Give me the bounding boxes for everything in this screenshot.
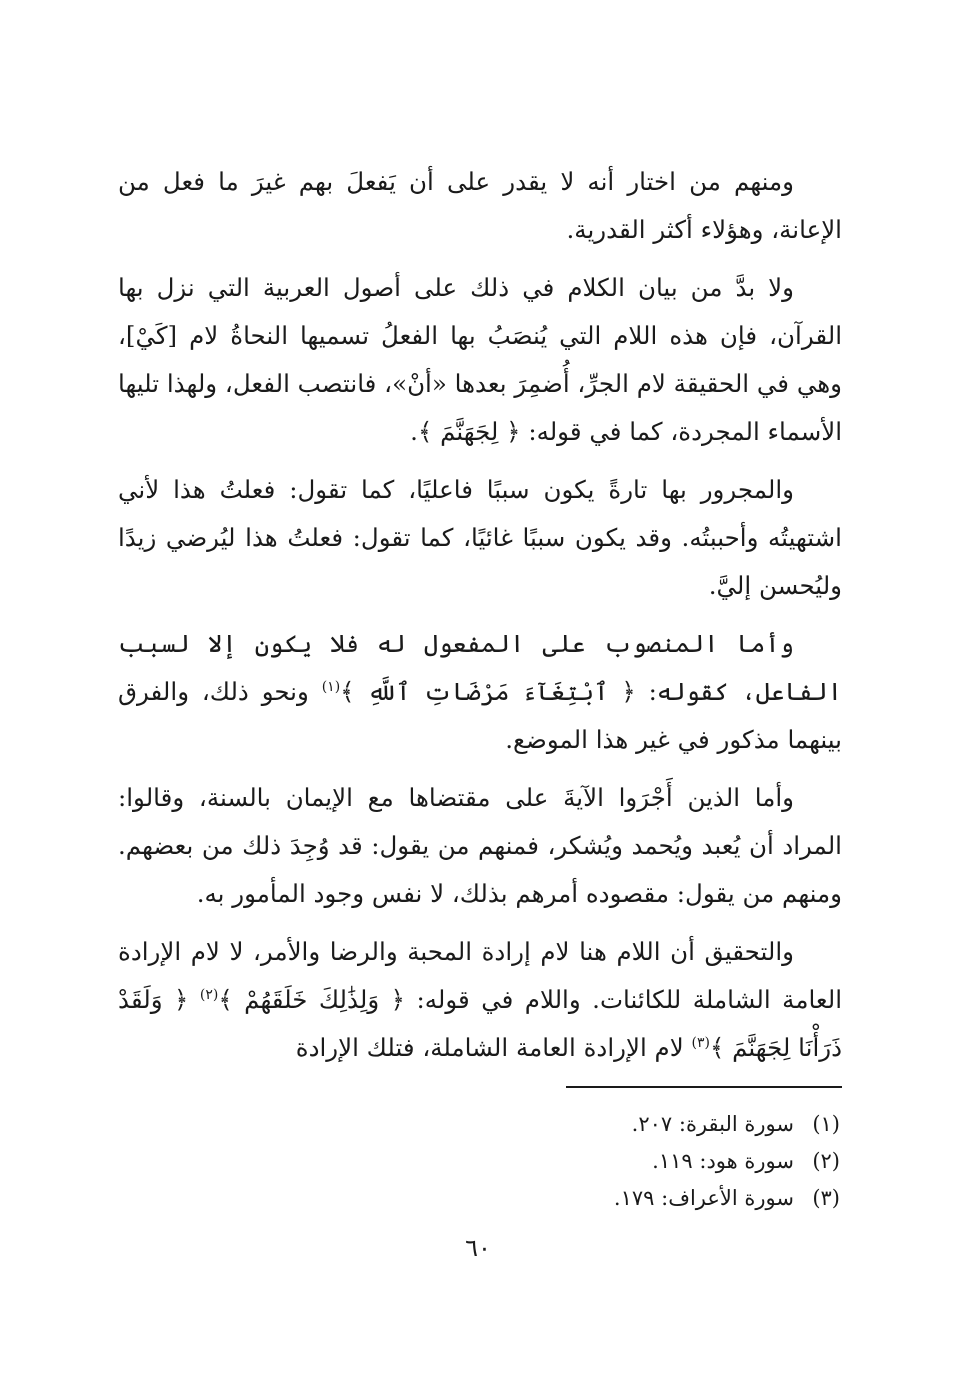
paragraph-text: والمجرور بها تارةً يكون سببًا فاعليًا، كما تقول: فعلتُ هذا لأني اشتهيتُه وأحببتُه. وقد يكون سببًا غائيًا، كما تقول: فعلتُ هذا ليُرضي زيدًا وليُحسن إليَّ. — [118, 475, 842, 600]
paragraph-5 — [118, 774, 842, 918]
footnote-2 — [300, 1143, 840, 1180]
paragraph-text: ولا بدَّ من بيان الكلام في ذلك على أصول العربية التي نزل بها القرآن، فإن هذه اللام التي يُنصَبُ بها الفعلُ تسميها النحاةُ لام [كَيْ]، وهي في الحقيقة لام الجرِّ، أُضمِرَ بعدها «أنْ»، فانتصب الفعل، ولهذا تليها الأسماء المجردة، كما في قوله: — [118, 273, 842, 446]
footnote-number: (٣) — [812, 1186, 840, 1210]
paragraph-3 — [118, 466, 842, 610]
quran-verse: ﴿ وَلَقَدْ ذَرَأْنَا لِجَهَنَّمَ ﴾ — [118, 985, 842, 1062]
paragraph-1 — [118, 158, 842, 254]
footnotes — [300, 1106, 840, 1217]
paragraph-text: ونحو ذلك، والفرق بينهما مذكور في غير هذا الموضع. — [118, 677, 842, 754]
footnote-number: (١) — [812, 1112, 840, 1136]
footnote-text: سورة البقرة: ٢٠٧. — [631, 1112, 794, 1136]
footnote-divider — [566, 1086, 842, 1088]
footnote-marker: (٢) — [199, 986, 219, 1003]
quran-verse: ﴿ ٱبْتِغَآءَ مَرْضَاتِ ٱللَّهِ ﴾ — [340, 677, 636, 706]
paragraph-text — [188, 985, 199, 1014]
footnote-number: (٢) — [812, 1149, 840, 1173]
paragraph-6 — [118, 928, 842, 1072]
footnote-marker: (١) — [321, 678, 341, 695]
main-text — [118, 158, 842, 1082]
paragraph-4 — [118, 620, 842, 764]
paragraph-text: وأما الذين أَجْرَوا الآيةَ على مقتضاها مع الإيمان بالسنة، وقالوا: المراد أن يُعبد ويُحمد ويُشكر، فمنهم من يقول: قد وُجِدَ ذلك من بعضهم. ومنهم من يقول: مقصوده أمرهم بذلك، لا نفس وجود المأمور به. — [118, 783, 842, 908]
footnote-text: سورة هود: ١١٩. — [652, 1149, 794, 1173]
footnote-text: سورة الأعراف: ١٧٩. — [613, 1186, 794, 1210]
footnote-3 — [300, 1180, 840, 1217]
paragraph-text: والتحقيق أن اللام هنا لام إرادة المحبة والرضا والأمر، لا لام الإرادة العامة الشاملة للكائنات. واللام في قوله: — [118, 937, 842, 1014]
paragraph-text: وأما المنصوب على المفعول له فلا يكون إلا لسبب الفاعل، كقوله: — [118, 629, 842, 706]
paragraph-text: . — [410, 417, 418, 446]
page-number: ٦٠ — [465, 1234, 491, 1262]
footnote-marker: (٣) — [691, 1034, 710, 1051]
quran-verse: ﴿ وَلِذَٰلِكَ خَلَقَهُمْ ﴾ — [218, 985, 406, 1014]
quran-verse: ﴿ لِجَهَنَّمَ ﴾ — [417, 417, 521, 446]
paragraph-2 — [118, 264, 842, 456]
paragraph-text: ومنهم من اختار أنه لا يقدر على أن يَفعلَ بهم غيرَ ما فعل من الإعانة، وهؤلاء أكثر القدرية. — [118, 167, 842, 244]
paragraph-text: لام الإرادة العامة الشاملة، فتلك الإرادة — [295, 1033, 692, 1062]
footnote-1 — [300, 1106, 840, 1143]
